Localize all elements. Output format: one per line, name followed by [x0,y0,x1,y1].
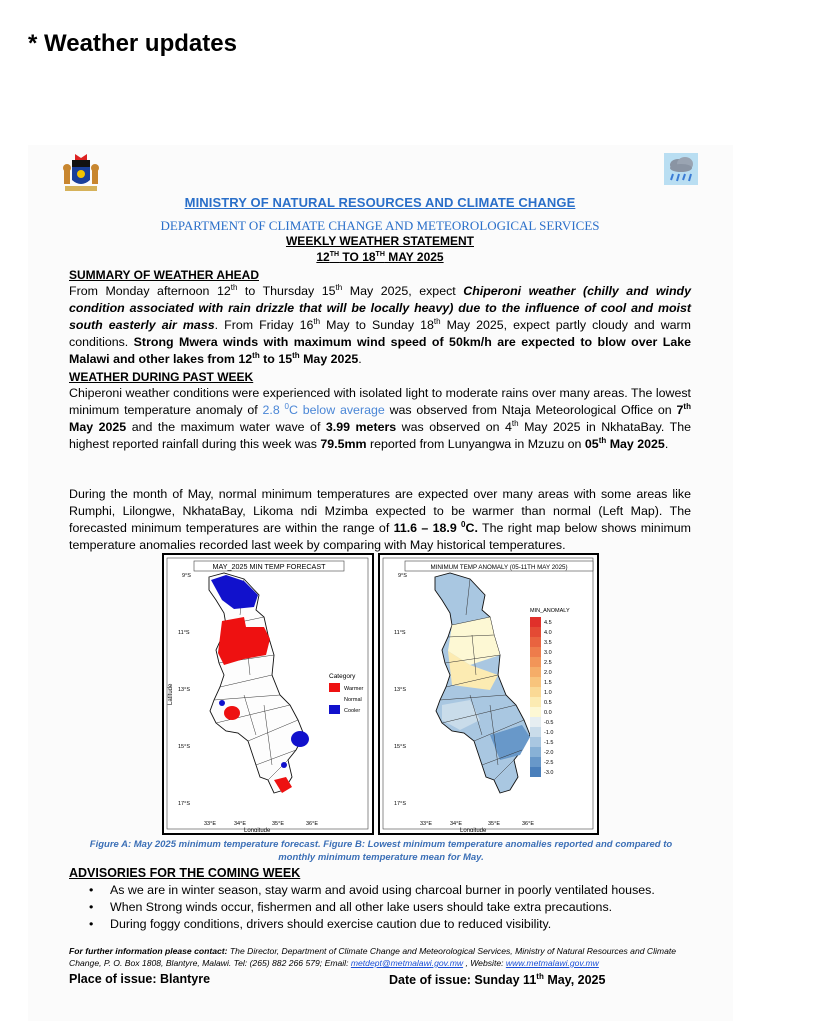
forecast-ytick: 15°S [178,744,190,750]
legend-swatch-cooler [329,705,340,714]
past-week-heading: WEATHER DURING PAST WEEK [69,370,254,384]
scale-swatch [530,667,541,677]
scale-label: 1.5 [544,680,552,686]
summary-heading: SUMMARY OF WEATHER AHEAD [69,268,259,282]
scale-label: -1.5 [544,740,554,746]
scale-swatch [530,747,541,757]
advisories-heading: ADVISORIES FOR THE COMING WEEK [69,866,301,880]
scale-label: 0.0 [544,710,552,716]
cloud-rain-icon [664,153,698,185]
website-link[interactable]: www.metmalawi.gov.mw [505,958,599,968]
anomaly-xtick: 36°E [522,821,534,827]
anomaly-xtick: 33°E [420,821,432,827]
legend-label: Normal [344,697,362,703]
cooler-region-south [291,731,309,747]
scale-swatch [530,717,541,727]
scale-swatch [530,657,541,667]
scale-label: 0.5 [544,700,552,706]
contact-info: For further information please contact: The Director, Department of Climate Change and Meteorological Services, Ministry of Natural Resources and Climate Change, P. O. Box 1808, Blantyre, Malawi. Tel: (265) 882 266 579; Email: metdept@metmalawi.gov.mw , Website: www.metmalawi.gov.mw [69,946,677,968]
anomaly-map-title: MINIMUM TEMP ANOMALY (05-11TH MAY 2025) [430,564,568,571]
anomaly-map [380,555,596,832]
scale-label: -3.0 [544,770,554,776]
scale-swatch [530,757,541,767]
scale-swatch [530,687,541,697]
legend-swatch-warmer [329,683,340,692]
advisories-list [89,882,655,933]
forecast-xtick: 33°E [204,821,216,827]
forecast-ytick: 11°S [178,630,190,636]
email-link[interactable]: metdept@metmalawi.gov.mw [350,958,464,968]
legend-label: Warmer [344,686,364,692]
anomaly-ytick: 13°S [394,687,406,693]
list-item: • During foggy conditions, drivers should exercise caution due to reduced visibility. [89,916,655,933]
legend-label: Cooler [344,708,361,714]
list-item: • When Strong winds occur, fishermen and all other lake users should take extra precautions. [89,899,655,916]
scale-swatch [530,677,541,687]
forecast-xlabel: Longitude [244,828,271,832]
forecast-ytick: 9°S [182,573,191,579]
anomaly-ytick: 15°S [394,744,406,750]
scale-label: 4.0 [544,630,552,636]
list-item: • As we are in winter season, stay warm and avoid using charcoal burner in poorly ventilated houses. [89,882,655,899]
warmer-region-center [224,706,240,720]
scale-swatch [530,627,541,637]
forecast-map-title: MAY_2025 MIN TEMP FORECAST [212,562,326,571]
scale-label: 4.5 [544,620,552,626]
scale-swatch [530,617,541,627]
scale-label: 2.5 [544,660,552,666]
forecast-xtick: 36°E [306,821,318,827]
anomaly-xtick: 34°E [450,821,462,827]
forecast-xtick: 34°E [234,821,246,827]
forecast-ytick: 13°S [178,687,190,693]
forecast-xtick: 35°E [272,821,284,827]
cooler-region-center [219,700,225,706]
anomaly-xtick: 35°E [488,821,500,827]
past-week-paragraph: Chiperoni weather conditions were experienced with isolated light to moderate rains over many areas. The lowest minimum temperature anomaly of 2.8 $^0$C below average was observed from Ntaja Meteorological Office on 7th May 2025 and the maximum water wave of 3.99 meters was observed on 4th May 2025 in NkhataBay. The highest reported rainfall during this week was 79.5mm reported from Lunyangwa in Mzuzu on 05th May 2025. [69,386,691,451]
scale-label: -0.5 [544,720,554,726]
anomaly-ytick: 11°S [394,630,406,636]
statement-dates: 12TH TO 18TH MAY 2025 [316,250,444,264]
legend-swatch-normal [329,694,340,703]
forecast-map-panel [162,553,374,835]
cooler-region-small [281,762,287,768]
forecast-ytick: 17°S [178,801,190,807]
figure-caption: Figure A: May 2025 minimum temperature forecast. Figure B: Lowest minimum temperature anomalies reported and compared to monthly minimum temperature mean for May. [89,839,673,863]
place-of-issue: Place of issue: Blantyre [69,972,211,986]
anomaly-map-panel [378,553,599,835]
anomaly-ytick: 9°S [398,573,407,579]
forecast-legend-title: Category [329,673,356,680]
scale-label: -2.0 [544,750,554,756]
scale-swatch [530,697,541,707]
scale-swatch [530,737,541,747]
page-heading: * Weather updates [28,30,237,57]
anomaly-xlabel: Longitude [460,828,487,832]
scale-label: -2.5 [544,760,554,766]
scale-swatch [530,727,541,737]
may-outlook-paragraph: During the month of May, normal minimum temperatures are expected over many areas with some areas like Rumphi, Lilongwe, NkhataBay, Likoma ndi Mzimba expected to be warmer than normal (Left Map). The forecasted minimum temperatures are within the range of 11.6 – 18.9 $^0$C. The right map below shows minimum temperature anomalies recorded last week by comparing with May historical temperatures. [69,487,691,552]
statement-title: WEEKLY WEATHER STATEMENT [285,234,474,248]
scale-label: 2.0 [544,670,552,676]
summary-paragraph: From Monday afternoon 12th to Thursday 15th May 2025, expect Chiperoni weather (chilly and windy condition associated with rain drizzle that will be locally heavy) due to the influence of cool and moist south easterly air mass. From Friday 16th May to Sunday 18th May 2025, expect partly cloudy and warm conditions. Strong Mwera winds with maximum wind speed of 50km/h are expected to blow over Lake Malawi and other lakes from 12th to 15th May 2025. [69,282,691,366]
scale-swatch [530,767,541,777]
ministry-title: MINISTRY OF NATURAL RESOURCES AND CLIMATE CHANGE [184,195,576,210]
scale-swatch [530,707,541,717]
scale-label: 3.0 [544,650,552,656]
anomaly-legend-title: MIN_ANOMALY [530,608,570,614]
scale-swatch [530,647,541,657]
department-title: DEPARTMENT OF CLIMATE CHANGE AND METEOROLOGICAL SERVICES [160,218,600,233]
scale-label: 1.0 [544,690,552,696]
forecast-ylabel: Latitude [168,683,174,705]
forecast-map [164,555,371,832]
scale-swatch [530,637,541,647]
scale-label: -1.0 [544,730,554,736]
coat-of-arms-icon [62,152,100,192]
anomaly-ytick: 17°S [394,801,406,807]
date-of-issue: Date of issue: Sunday 11th May, 2025 [389,972,606,988]
scale-label: 3.5 [544,640,552,646]
